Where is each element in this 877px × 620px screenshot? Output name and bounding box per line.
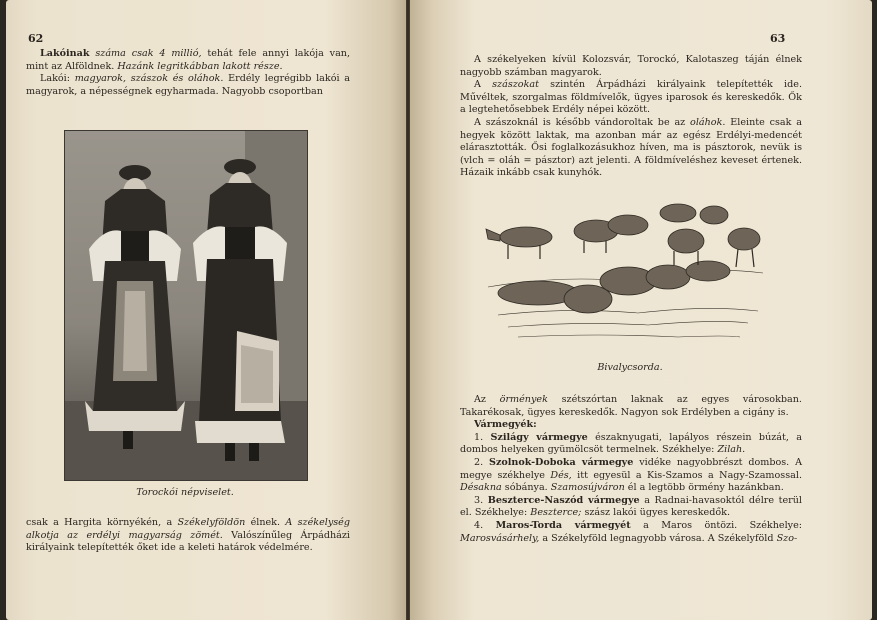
- text-run: A szászoknál is később vándoroltak be az: [474, 116, 691, 128]
- italic-phrase: Székelyföldön: [177, 517, 246, 528]
- italic-phrase: A székelység alkotja az erdélyi magyarság zömét.: [26, 517, 350, 541]
- left-page: [6, 0, 406, 620]
- county-seat: Marosvásárhely,: [460, 532, 540, 544]
- two-women-costume-image: [65, 131, 307, 480]
- county-seat: Zilah.: [717, 444, 746, 456]
- paragraph: [460, 394, 802, 419]
- italic-phrase: oláhok.: [690, 116, 726, 128]
- text-run: itt egyesül a Kis-Szamos a Nagy-Szamossal.: [571, 469, 802, 481]
- paragraph: [460, 79, 802, 117]
- text-run: szász lakói ügyes kereskedők.: [581, 507, 731, 519]
- text-run: Eleinte csak a hegyek között laktak, ma azonban már az egész Erdélyi-medencét elárasztották. Ősi foglalkozásukhoz híven, ma is pásztorok, nevük is (vlch = oláh = pásztor) azt jelenti. A földmíveléshez keveset értenek. Házaik inkább csak kunyhók.: [460, 116, 802, 179]
- county-entry: [460, 457, 802, 495]
- page-number: 63: [770, 32, 786, 45]
- text-run: élnek.: [245, 517, 286, 528]
- county-name: Szolnok-Doboka vármegye: [489, 456, 634, 468]
- text-run: északnyugati, lapályos részein búzát, a dombos helyeken gyümölcsöt termelnek. Székhelye:: [460, 431, 802, 456]
- paragraph: [26, 73, 350, 98]
- text-run: él a legtöbb örmény hazánkban.: [624, 482, 784, 494]
- right-top-text: [460, 54, 802, 180]
- page-number: 62: [28, 32, 44, 45]
- figure-caption: Bivalycsorda.: [597, 362, 663, 373]
- paragraph: A székelyeken kívül Kolozsvár, Torockó, Kalotaszeg táján élnek nagyobb számban magyarok.: [460, 54, 802, 78]
- county-entry: [460, 520, 802, 545]
- italic-phrase: száma csak 4 millió,: [89, 48, 202, 59]
- county-seat: Dés,: [550, 469, 572, 481]
- text-run: Az: [474, 394, 500, 405]
- text-run: a Radnai-havasoktól délre terül el. Székhelye:: [460, 494, 802, 519]
- text-run: csak a Hargita környékén, a: [26, 517, 178, 528]
- text-run: szintén Árpádházi királyaink telepítették ide. Művéltek, szorgalmas földmívelők, ügyes iparosok és kereskedők. Ők a legtehetősebbek Erdély népei között.: [460, 79, 802, 116]
- place-name: Szo-: [776, 532, 798, 544]
- buffalo-herd-illustration: [478, 195, 770, 355]
- section-heading: Vármegyék:: [474, 419, 537, 431]
- text-run: Erdély legrégibb lakói a magyarok, a népességnek egyharmada. Nagyobb csoportban: [26, 73, 350, 97]
- text-run: A: [474, 79, 493, 91]
- paragraph: [26, 48, 350, 73]
- county-entry: [460, 495, 802, 520]
- county-seat: Beszterce;: [530, 507, 582, 519]
- text-run: Valószínűleg Árpádházi királyaink telepítették őket ide a keleti határok védelmére.: [26, 529, 350, 554]
- italic-phrase: Hazánk legritkábban lakott része.: [117, 60, 283, 72]
- text-run: a Maros öntözi. Székhelye:: [630, 519, 802, 531]
- text-run: Lakói:: [40, 73, 75, 85]
- italic-phrase: magyarok, szászok és oláhok.: [74, 73, 224, 85]
- bold-term: Lakóinak: [40, 48, 90, 59]
- county-number: 3.: [474, 494, 484, 506]
- left-bottom-text: [26, 517, 350, 555]
- place-name: Szamosújváron: [550, 482, 625, 494]
- italic-phrase: szászokat: [492, 79, 539, 91]
- buffalo-herd-drawing: [478, 195, 770, 355]
- folk-costume-photo: [64, 130, 308, 481]
- county-name: Szilágy vármegye: [490, 431, 588, 443]
- left-top-text: [26, 48, 350, 98]
- paragraph: [460, 117, 802, 180]
- text-run: vidéke nagyobbrészt dombos. A megye székhelye: [460, 456, 802, 481]
- text-run: a Székelyföld legnagyobb városa. A Székelyföld: [539, 532, 777, 544]
- text-run: tehát fele annyi lakója van, mint az Alföldnek.: [26, 48, 351, 72]
- italic-phrase: örmények: [499, 394, 548, 405]
- county-number: 4.: [474, 519, 484, 531]
- county-number: 2.: [474, 456, 484, 468]
- county-name: Beszterce-Naszód vármegye: [487, 494, 640, 506]
- county-number: 1.: [474, 431, 484, 443]
- paragraph: [26, 517, 350, 555]
- right-bottom-text: [460, 394, 802, 545]
- text-run: szétszórtan laknak az egyes városokban. Takarékosak, ügyes kereskedők. Nagyon sok Erdélyben a cigány is.: [460, 394, 802, 418]
- photo-caption: Torockói népviselet.: [136, 487, 234, 498]
- place-name: Désakna: [460, 482, 502, 494]
- county-name: Maros-Torda vármegyét: [495, 519, 631, 531]
- county-entry: [460, 432, 802, 457]
- text-run: sóbánya.: [501, 482, 551, 494]
